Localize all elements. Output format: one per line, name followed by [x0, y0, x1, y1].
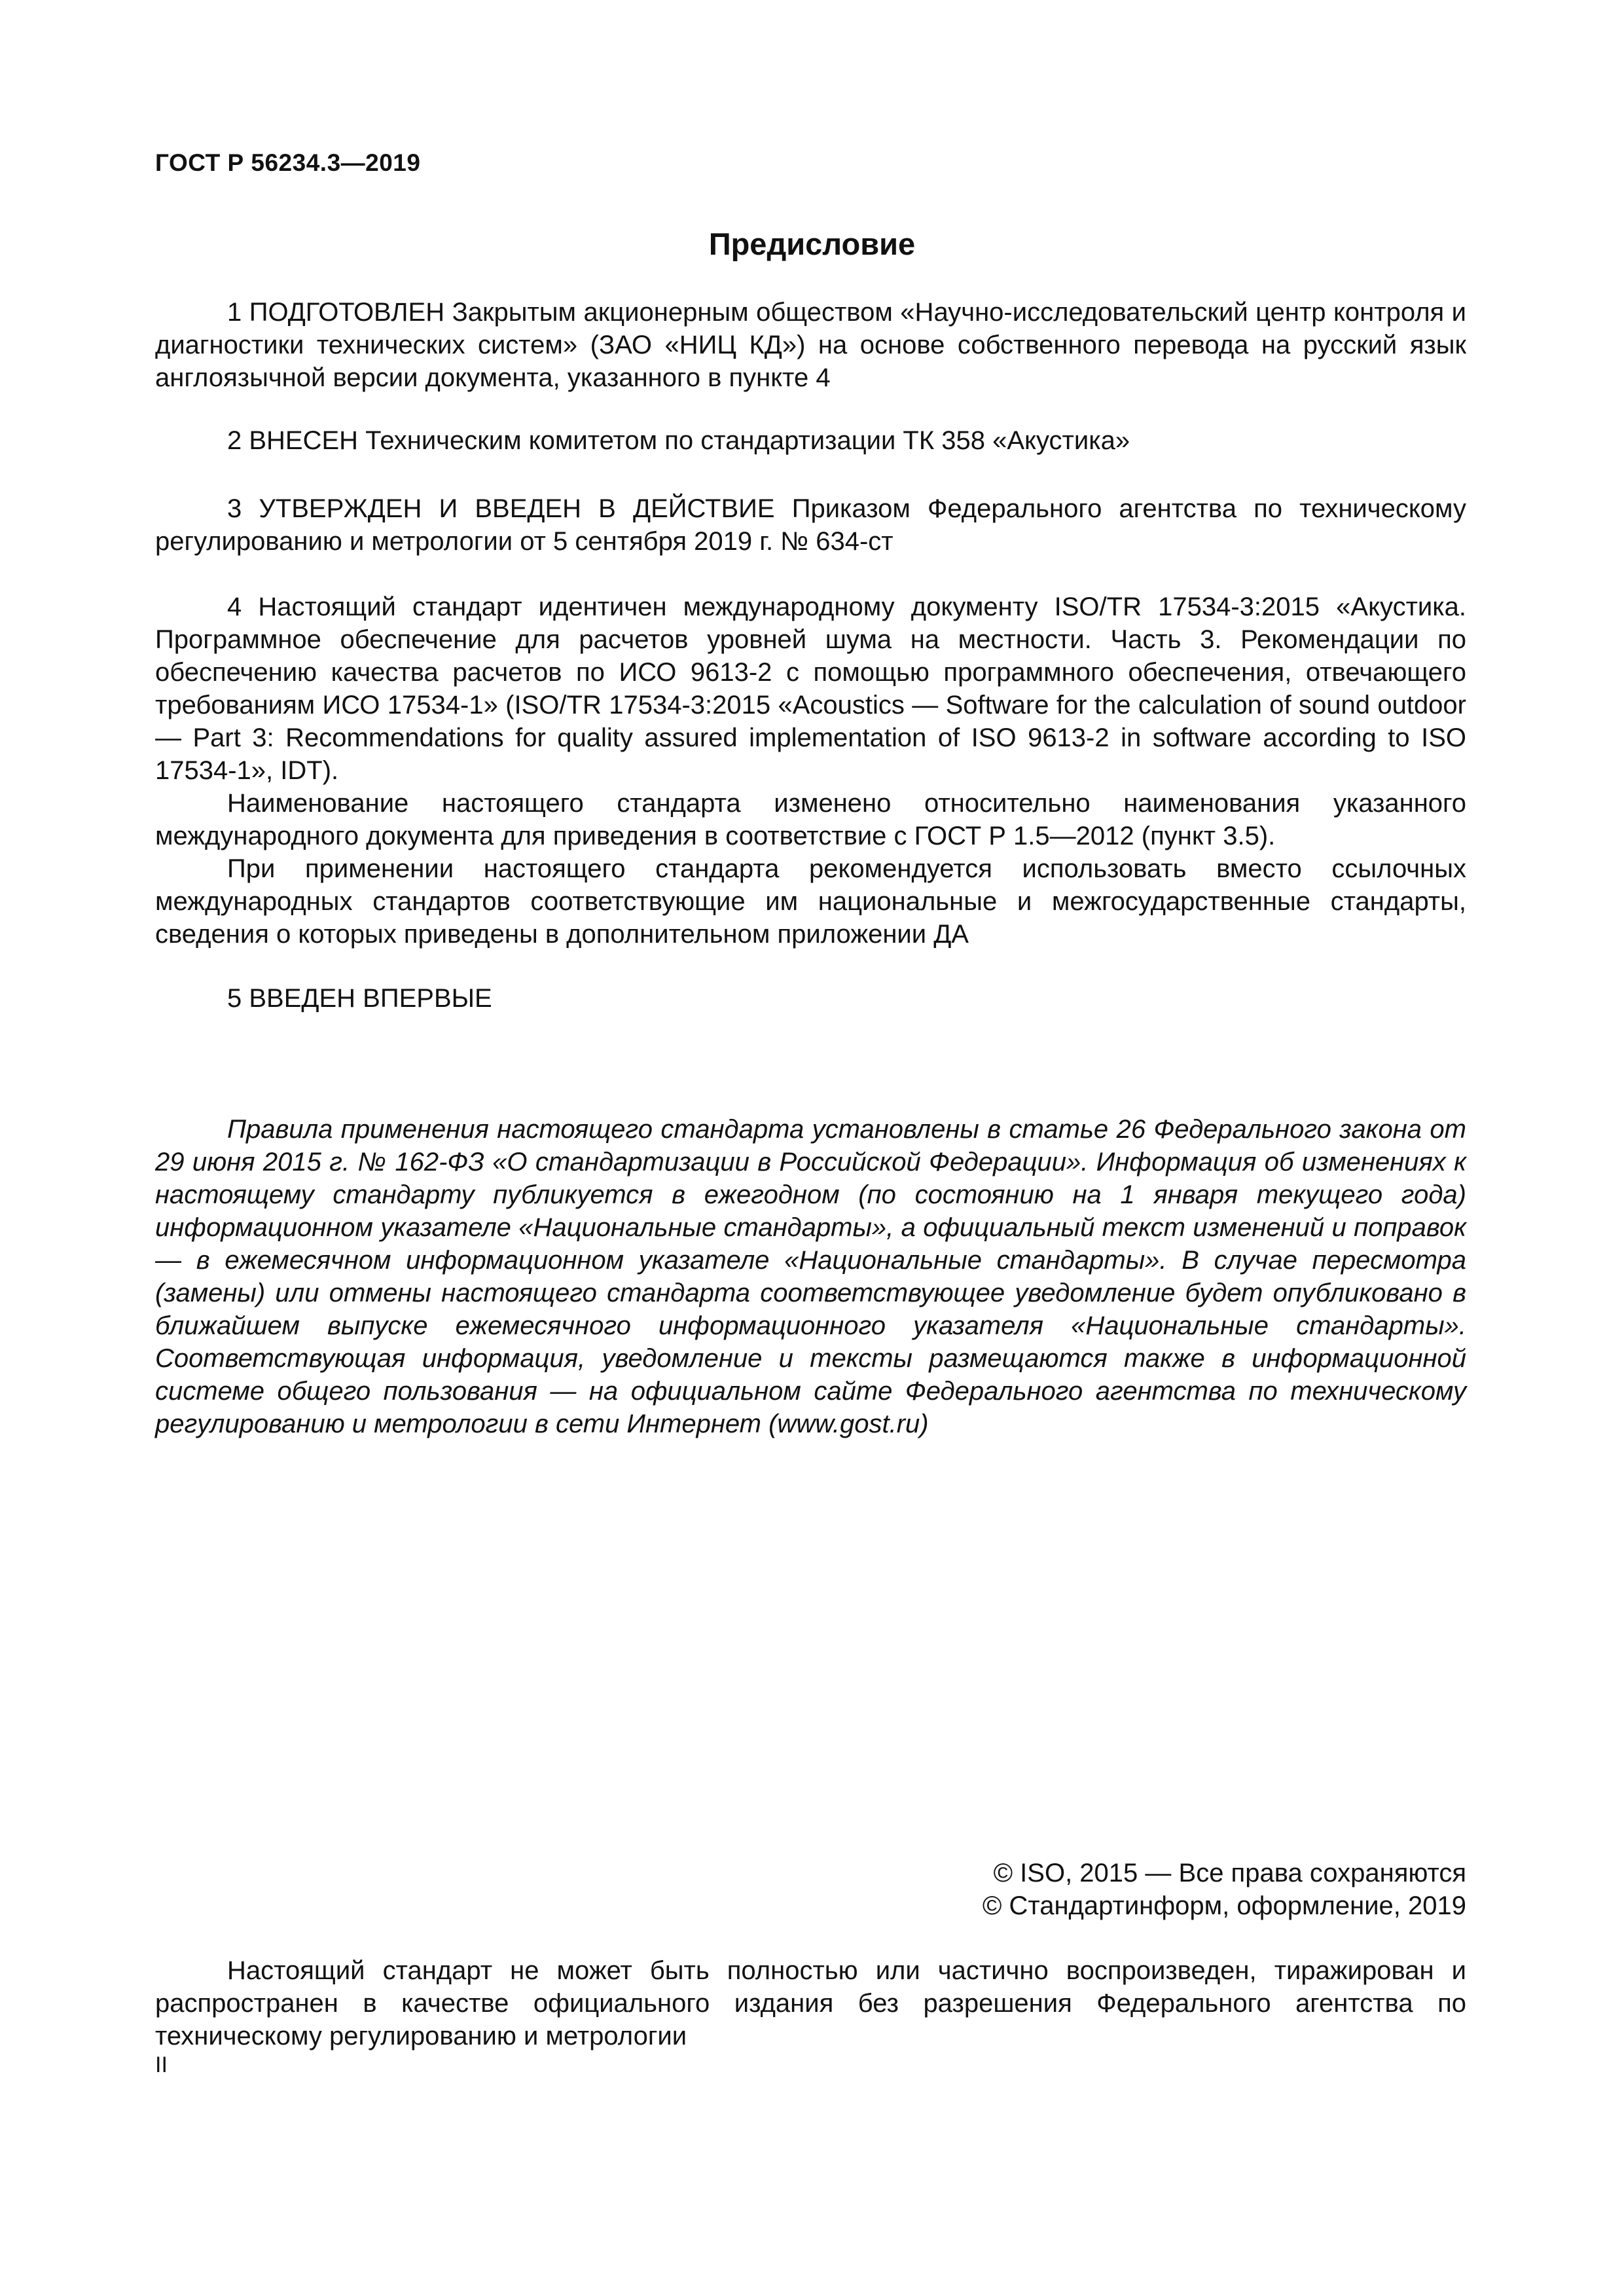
foreword-item-5-text: 5 ВВЕДЕН ВПЕРВЫЕ	[227, 984, 492, 1013]
reproduction-notice	[155, 1954, 1466, 2052]
foreword-item-5	[155, 982, 1466, 1015]
document-code: ГОСТ Р 56234.3—2019	[155, 149, 421, 176]
copyright-block	[785, 1857, 1466, 1922]
foreword-item-4-paragraph-1: 4 Настоящий стандарт идентичен международному документу ISO/TR 17534-3:2015 «Акустика. Программное обеспечение для расчетов уровней шума на местности. Часть 3. Рекомендации по обеспечению качества расчетов по ИСО 9613-2 с помощью программного обеспечения, отвечающего требованиям ИСО 17534-1» (ISO/TR 17534-3:2015 «Acoustics — Software for the calculation of sound outdoor — Part 3: Recommendations for quality assured implementation of ISO 9613-2 in software according to ISO 17534-1», IDT).	[155, 592, 1466, 785]
foreword-item-4-paragraph-3: При применении настоящего стандарта рекомендуется использовать вместо ссылочных международных стандартов соответствующие им национальные и межгосударственные стандарты, сведения о которых приведены в дополнительном приложении ДА	[155, 854, 1466, 949]
foreword-item-3-text: 3 УТВЕРЖДЕН И ВВЕДЕН В ДЕЙСТВИЕ Приказом Федерального агентства по техническому регулированию и метрологии от 5 сентября 2019 г. № 634-ст	[155, 494, 1466, 556]
copyright-iso: © ISO, 2015 — Все права сохраняются	[993, 1859, 1466, 1887]
application-rules-notice	[155, 1113, 1466, 1440]
foreword-item-4	[155, 591, 1466, 951]
foreword-item-1	[155, 296, 1466, 394]
foreword-item-3	[155, 492, 1466, 558]
page-title: Предисловие	[708, 227, 916, 261]
foreword-item-1-text: 1 ПОДГОТОВЛЕН Закрытым акционерным обществом «Научно-исследовательский центр контроля и диагностики технических систем» (ЗАО «НИЦ КД») на основе собственного перевода на русский язык англоязычной версии документа, указанного в пункте 4	[155, 298, 1466, 392]
foreword-item-4-paragraph-2: Наименование настоящего стандарта изменено относительно наименования указанного международного документа для приведения в соответствие с ГОСТ Р 1.5—2012 (пункт 3.5).	[155, 789, 1466, 850]
foreword-item-2-text: 2 ВНЕСЕН Техническим комитетом по стандартизации ТК 358 «Акустика»	[227, 426, 1130, 455]
foreword-item-2	[155, 424, 1466, 457]
reproduction-text: Настоящий стандарт не может быть полностью или частично воспроизведен, тиражирован и распространен в качестве официального издания без разрешения Федерального агентства по техническому регулированию и метрологии	[155, 1956, 1466, 2050]
notice-text: Правила применения настоящего стандарта установлены в статье 26 Федерального закона от 29 июня 2015 г. № 162-ФЗ «О стандартизации в Российской Федерации». Информация об изменениях к настоящему стандарту публикуется в ежегодном (по состоянию на 1 января текущего года) информационном указателе «Национальные стандарты», а официальный текст изменений и поправок — в ежемесячном информационном указателе «Национальные стандарты». В случае пересмотра (замены) или отмены настоящего стандарта соответствующее уведомление будет опубликовано в ближайшем выпуске ежемесячного информационного указателя «Национальные стандарты». Соответствующая информация, уведомление и тексты размещаются также в информационной системе общего пользования — на официальном сайте Федерального агентства по техническому регулированию и метрологии в сети Интернет (www.gost.ru)	[155, 1115, 1466, 1438]
page-number: II	[155, 2052, 168, 2077]
copyright-standartinform: © Стандартинформ, оформление, 2019	[982, 1891, 1466, 1920]
